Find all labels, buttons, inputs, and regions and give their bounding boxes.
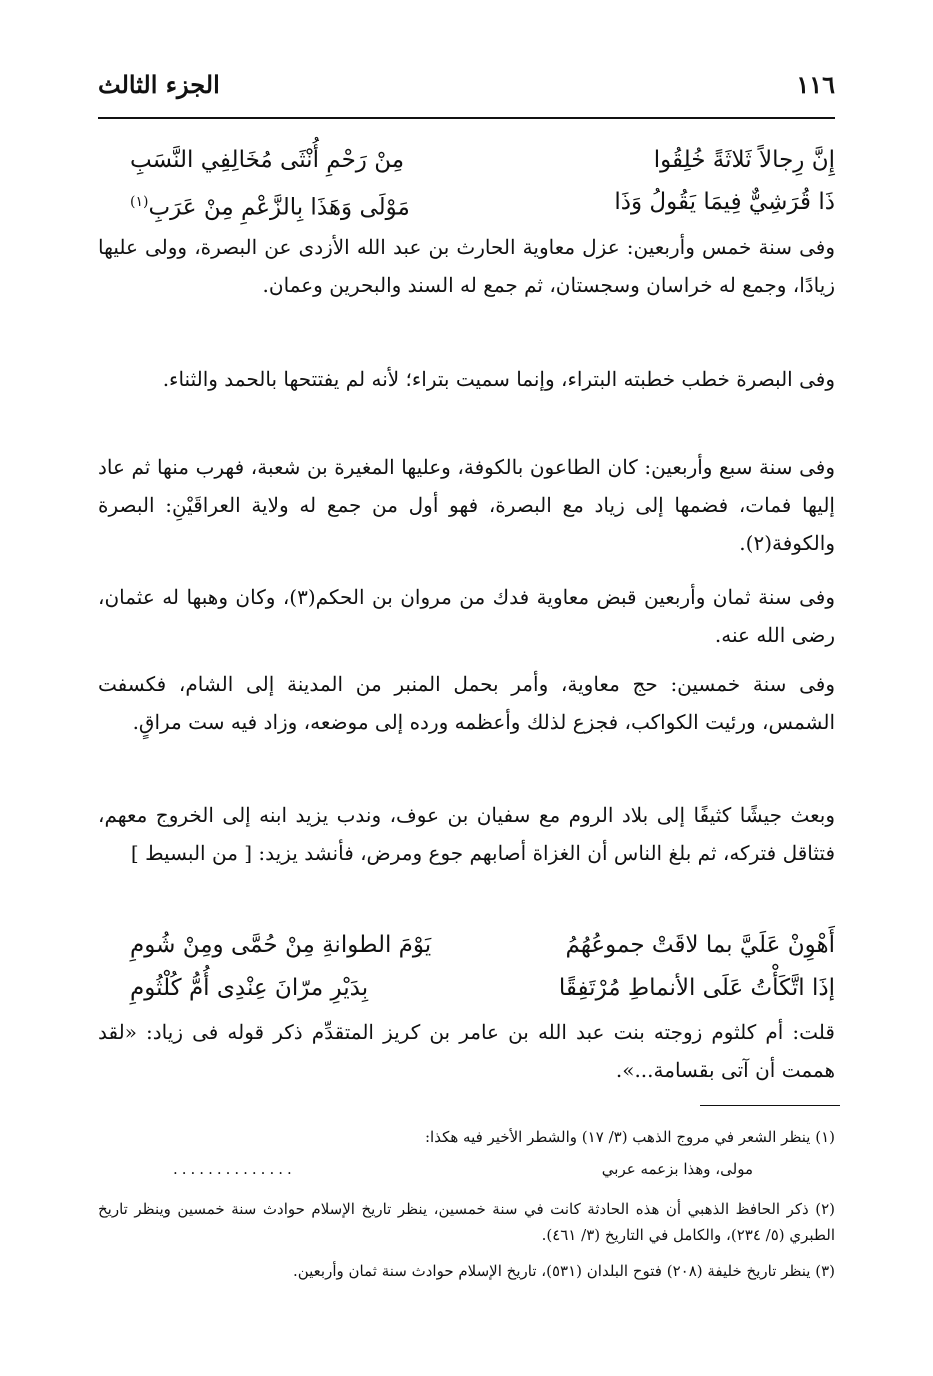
verse-hemistich-first: أَهْوِنْ عَلَيَّ بما لاقَتْ جموعُهُمُ [565, 932, 835, 958]
verse-hemistich-first: إِنَّ رِجالاً ثَلاثَةً خُلِقُوا [653, 147, 835, 173]
body-paragraph: قلت: أم كلثوم زوجته بنت عبد الله بن عامر بن كريز المتقدِّم ذكر قوله فى زياد: «لقد هممت أن آتى بقسامة...». [98, 1020, 835, 1082]
footnote-2: (٢) ذكر الحافظ الذهبي أن هذه الحادثة كانت في سنة خمسين، ينظر تاريخ الإسلام حوادث سنة خمسين وينظر تاريخ الطبري (٥/ ٢٣٤)، والكامل في التاريخ (٣/ ٤٦١). [98, 1200, 835, 1244]
verse-hemistich-second: يَوْمَ الطوانةِ مِنْ حُمَّى ومِنْ شُومِ [130, 932, 432, 958]
verse-hemistich-second: مِنْ رَحْمِ أُنْثَى مُخَالِفِي النَّسَبِ [130, 147, 405, 173]
body-paragraph: وفى سنة سبع وأربعين: كان الطاعون بالكوفة، وعليها المغيرة بن شعبة، فهرب منها ثم عاد إليها فمات، فضمها إلى زياد مع البصرة، فهو أول من جمع له ولاية العراقَيْنِ: البصرة والكوفة(٢). [98, 455, 835, 555]
verse-hemistich-first: إذَا اتَّكَأْتُ عَلَى الأنماطِ مُرْتَفِقًا [558, 975, 835, 1001]
page-header [98, 70, 835, 110]
running-title: الجزء الثالث [98, 70, 220, 99]
header-rule [98, 117, 835, 119]
footnote-rule [700, 1105, 840, 1106]
page-number: ١١٦ [796, 70, 835, 99]
verse-hemistich-second: بِدَيْرِ مرّانَ عِنْدِى أُمُّ كُلْثُومِ [130, 975, 369, 1001]
footnote-1: (١) ينظر الشعر في مروج الذهب (٣/ ١٧) والشطر الأخير فيه هكذا: [424, 1128, 835, 1146]
footnote-3: (٣) ينظر تاريخ خليفة (٢٠٨) فتوح البلدان (٥٣١)، تاريخ الإسلام حوادث سنة ثمان وأربعين. [292, 1262, 835, 1280]
footnote-marker: (١) [130, 194, 149, 210]
body-paragraph: وفى سنة خمس وأربعين: عزل معاوية الحارث بن عبد الله الأزدى عن البصرة، وولى عليها زيادًا، وجمع له خراسان وسجستان، ثم جمع له السند والبحرين وعمان. [98, 235, 835, 297]
footnote-verse-text: مولى، وهذا بزعمه عربي [601, 1160, 753, 1178]
body-paragraph: وفى سنة ثمان وأربعين قبض معاوية فدك من مروان بن الحكم(٣)، وكان وهبها له عثمان، رضى الله عنه. [98, 585, 835, 647]
verse-line [130, 925, 835, 965]
verse-hemistich-second [130, 182, 410, 228]
body-paragraph: وبعث جيشًا كثيفًا إلى بلاد الروم مع سفيان بن عوف، وندب يزيد ابنه إلى الخروج معهم، فتثاقل فتركه، ثم بلغ الناس أن الغزاة أصابهم جوع ومرض، فأنشد يزيد: [ من البسيط ] [98, 803, 835, 865]
verse-hemistich-first: ذَا قُرَشِيٌّ فِيمَا يَقُولُ وَذَا [614, 189, 835, 215]
verse-line [130, 182, 835, 222]
body-paragraph: وفى سنة خمسين: حج معاوية، وأمر بحمل المنبر من المدينة إلى الشام، فكسفت الشمس، ورئيت الكواكب، فجزع لذلك وأعظمه ورده إلى موضعه، وزاد فيه ست مراقٍ. [98, 672, 835, 734]
verse-line [130, 140, 835, 180]
footnote-verse-ellipsis: .............. [173, 1160, 296, 1178]
footnote-verse [173, 1160, 753, 1186]
body-paragraph: وفى البصرة خطب خطبته البتراء، وإنما سميت بتراء؛ لأنه لم يفتتحها بالحمد والثناء. [162, 367, 835, 391]
verse-text: مَوْلَى وَهَذَا بِالزَّعْمِ مِنْ عَرَبِ [148, 194, 410, 221]
verse-line [130, 968, 835, 1008]
